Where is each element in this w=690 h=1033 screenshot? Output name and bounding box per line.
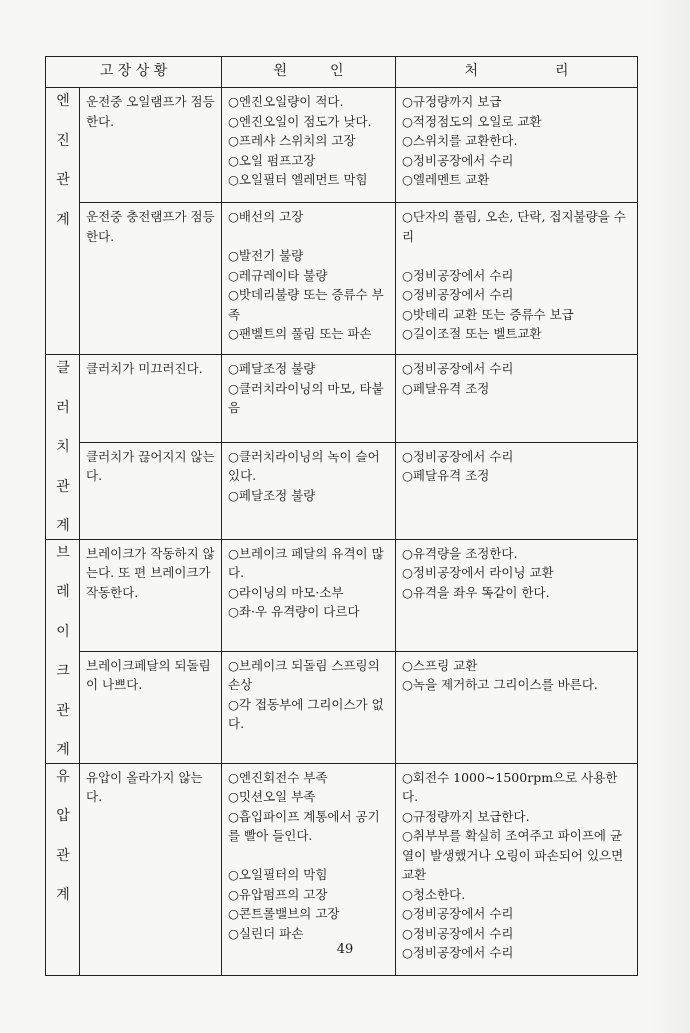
remedy-cell: [396, 203, 638, 355]
category-cell: [46, 539, 80, 763]
category-char: 크: [56, 663, 70, 679]
category-char: 계: [56, 887, 70, 903]
symptom-cell-line: 브레이크페달의 되돌림이 나쁘다.: [86, 657, 211, 692]
header-remedy: 처 리: [396, 57, 638, 88]
remedy-cell: [396, 442, 638, 539]
remedy-cell: [396, 88, 638, 203]
symptom-cell: [80, 442, 222, 539]
header-cause: 원 인: [222, 57, 396, 88]
category-char: 계: [56, 742, 70, 758]
cause-cell-line: ○클러치라이닝의 녹이 슬어 있다.: [228, 448, 380, 484]
remedy-cell-line: ○엘레멘트 교환: [402, 172, 490, 187]
cause-cell-line: ○오일 펌프고장: [228, 152, 316, 168]
cause-cell-line: ○페달조정 불량: [228, 361, 316, 376]
cause-cell: [222, 355, 396, 443]
category-char: 엔: [56, 93, 70, 109]
symptom-cell-line: 운전중 오일램프가 점등한다.: [86, 94, 215, 129]
header-symptom: 고 장 상 황: [46, 57, 222, 88]
category-char: 러: [56, 399, 70, 416]
remedy-cell-line: ○밧데리 교환 또는 증류수 보급: [402, 306, 574, 322]
cause-cell-line: ○엔진오일량이 적다.: [228, 94, 344, 109]
cause-cell-line: ○발전기 불량: [228, 248, 304, 263]
symptom-cell: [80, 355, 222, 443]
category-char: 관: [56, 847, 70, 864]
remedy-cell-line: ○페달유격 조정: [402, 468, 490, 484]
cause-cell-line: ○오일필터의 막힘: [228, 867, 328, 882]
trouble-row: [46, 203, 638, 355]
cause-cell-line: ○좌·우 유격량이 다르다: [228, 604, 360, 619]
category-cell: [46, 88, 80, 355]
symptom-cell: [80, 88, 222, 203]
category-char: 치: [56, 439, 70, 455]
category-char: 계: [56, 518, 70, 534]
cause-cell-line: ○브레이크 되돌림 스프링의 손상: [228, 657, 380, 692]
cause-cell: [222, 651, 396, 763]
cause-cell-line: ○팬벨트의 풀림 또는 파손: [228, 326, 372, 341]
category-char: 관: [56, 702, 70, 719]
remedy-cell: [396, 539, 638, 651]
cause-cell-line: ○배선의 고장: [228, 209, 304, 224]
remedy-cell-line: ○회전수 1000~1500rpm으로 사용한다.: [402, 769, 618, 804]
category-cell: [46, 355, 80, 540]
remedy-cell-line: ○유격량을 조정한다.: [402, 545, 518, 561]
remedy-cell-line: ○취부부를 확실히 조여주고 파이프에 균열이 발생했거나 오링이 파손되어 있으면 교환: [402, 828, 624, 882]
cause-cell-line: ○브레이크 페달의 유격이 많다.: [228, 545, 384, 580]
cause-cell-line: ○프레샤 스위치의 고장: [228, 133, 356, 148]
cause-cell-line: ○실린더 파손: [228, 925, 304, 941]
remedy-cell-line: ○스위치를 교환한다.: [402, 133, 518, 148]
trouble-row: [46, 442, 638, 539]
remedy-cell: [396, 355, 638, 443]
scan-shadow: [650, 0, 690, 1033]
category-char: 진: [56, 132, 70, 149]
cause-cell-line: ○페달조정 불량: [228, 487, 316, 503]
category-char: 관: [56, 478, 70, 495]
symptom-cell-line: 클러치가 미끄러진다.: [86, 361, 203, 376]
trouble-row: [46, 651, 638, 763]
remedy-cell-line: ○정비공장에서 수리: [402, 361, 514, 376]
remedy-cell-line: ○정비공장에서 라이닝 교환: [402, 565, 554, 580]
table-body: [46, 88, 638, 976]
cause-cell-line: ○엔진회전수 부족: [228, 769, 328, 785]
symptom-cell-line: 유압이 올라가지 않는다.: [86, 769, 203, 804]
category-char: 레: [56, 584, 70, 600]
remedy-cell-line: ○규정량까지 보급: [402, 94, 502, 109]
symptom-cell: [80, 203, 222, 355]
cause-cell-line: ○콘트롤밸브의 고장: [228, 906, 340, 921]
cause-cell: [222, 539, 396, 651]
trouble-row: [46, 539, 638, 651]
remedy-cell-line: ○녹을 제거하고 그리이스를 바른다.: [402, 677, 598, 692]
remedy-cell-line: ○유격을 좌우 똑같이 한다.: [402, 584, 550, 600]
remedy-cell-line: ○규정량까지 보급한다.: [402, 808, 530, 824]
remedy-cell-line: ○길이조절 또는 벨트교환: [402, 326, 542, 341]
symptom-cell-line: 브레이크가 작동하지 않는다. 또 편 브레이크가 작동한다.: [86, 545, 215, 600]
category-char: 관: [56, 172, 70, 188]
troubleshooting-table: [45, 56, 638, 976]
cause-cell-line: ○각 접동부에 그리이스가 없다.: [228, 696, 384, 731]
remedy-cell-line: ○페달유격 조정: [402, 380, 490, 396]
category-char: 압: [56, 808, 70, 824]
cause-cell: [222, 203, 396, 355]
remedy-cell-line: ○청소한다.: [402, 886, 466, 902]
remedy-cell: [396, 651, 638, 763]
symptom-cell: [80, 539, 222, 651]
remedy-cell-line: ○스프링 교환: [402, 657, 478, 673]
cause-cell-line: ○흡입파이프 계통에서 공기를 빨아 들인다.: [228, 808, 380, 843]
remedy-cell-line: ○적정점도의 오일로 교환: [402, 113, 542, 129]
cause-cell-line: ○엔진오일이 점도가 낮다.: [228, 113, 372, 129]
cause-cell: [222, 442, 396, 539]
cause-cell-line: ○오일필터 엘레먼트 막힘: [228, 172, 368, 187]
remedy-cell-line: ○정비공장에서 수리: [402, 906, 514, 921]
remedy-cell-line: ○정비공장에서 수리: [402, 945, 514, 960]
remedy-cell-line: ○단자의 풀림, 오손, 단락, 접지불량을 수리: [402, 209, 626, 244]
page-number: 49: [336, 942, 354, 957]
cause-cell-line: ○밧데리불량 또는 증류수 부족: [228, 287, 384, 322]
remedy-cell-line: ○정비공장에서 수리: [402, 925, 514, 941]
cause-cell-line: ○라이닝의 마모·소부: [228, 584, 344, 600]
trouble-row: [46, 88, 638, 203]
symptom-cell: [80, 651, 222, 763]
header-row: [46, 57, 638, 88]
category-char: 이: [56, 623, 70, 640]
remedy-cell-line: ○정비공장에서 수리: [402, 287, 514, 302]
remedy-cell-line: ○정비공장에서 수리: [402, 267, 514, 283]
symptom-cell-line: 운전중 충전램프가 점등한다.: [86, 209, 215, 244]
category-char: 클: [56, 360, 70, 376]
remedy-cell-line: ○정비공장에서 수리: [402, 152, 514, 168]
symptom-cell-line: 클러치가 끊어지지 않는다.: [86, 448, 215, 484]
cause-cell-line: ○밋션오일 부족: [228, 789, 316, 804]
category-char: 계: [56, 211, 70, 228]
cause-cell: [222, 88, 396, 203]
cause-cell-line: ○유압펌프의 고장: [228, 886, 328, 902]
trouble-row: [46, 355, 638, 443]
cause-cell-line: ○클러치라이닝의 마모, 타붙음: [228, 380, 384, 415]
remedy-cell-line: ○정비공장에서 수리: [402, 448, 514, 464]
category-char: 브: [56, 544, 70, 561]
category-char: 유: [56, 768, 70, 785]
cause-cell-line: ○레규레이타 불량: [228, 267, 328, 283]
